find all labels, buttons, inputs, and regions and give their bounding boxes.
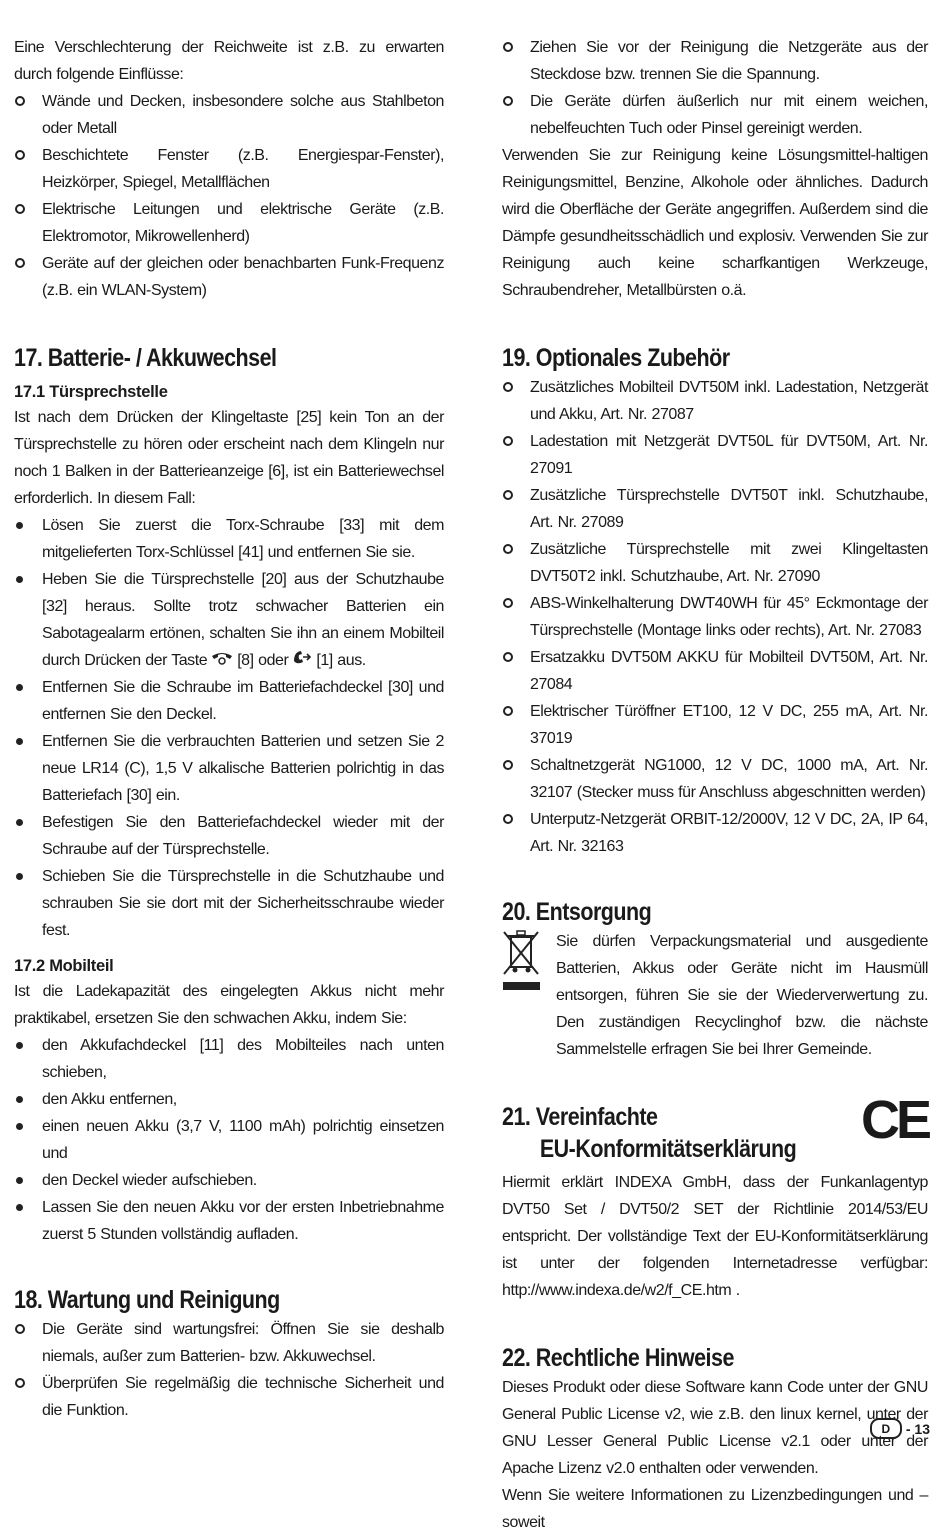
list-item: ABS-Winkelhalterung DWT40WH für 45° Eckmontage der Türsprechstelle (Montage links oder rechts), Art. Nr. 27083 [502, 590, 928, 644]
list-item: den Akkufachdeckel [11] des Mobilteiles nach unten schieben, [14, 1032, 444, 1086]
section-22-text-1: Dieses Produkt oder diese Software kann Code unter der GNU General Public License v2, wie z.B. den linux kernel, unter der GNU Lesser General Public License v2.1 oder unter der Apache Lizenz v2.0 enthalten oder verwenden. [502, 1379, 928, 1477]
disposal-block [502, 928, 928, 1063]
cleaning-text: Verwenden Sie zur Reinigung keine Lösungsmittel-haltigen Reinigungsmittel, Benzine, Alkohole oder ähnliches. Dadurch wird die Oberfläche der Geräte angegriffen. Außerdem sind die Dämpfe gesundheitsschädlich und explosiv. Verwenden Sie zur Reinigung auch keine scharfkantigen Werkzeuge, Schraubendreher, Metallbürsten o.ä. [502, 147, 928, 299]
range-intro: Eine Verschlechterung der Reichweite ist z.B. zu erwarten durch folgende Einflüsse: [14, 39, 444, 83]
list-item: den Deckel wieder aufschieben. [14, 1167, 444, 1194]
list-item: Lösen Sie zuerst die Torx-Schraube [33] mit dem mitgelieferten Torx-Schlüssel [41] und entfernen Sie sie. [14, 512, 444, 566]
list-item: Lassen Sie den neuen Akku vor der ersten Inbetriebnahme zuerst 5 Stunden vollständig aufladen. [14, 1194, 444, 1248]
accessories-list [502, 374, 928, 860]
list-item-end: [1] aus. [316, 652, 366, 669]
list-item: Elektrische Leitungen und elektrische Geräte (z.B. Elektromotor, Mikrowellenherd) [14, 196, 444, 250]
akku-steps-list [14, 1032, 444, 1248]
list-item: Schieben Sie die Türsprechstelle in die Schutzhaube und schrauben Sie sie dort mit der Sicherheitsschraube wieder fest. [14, 863, 444, 944]
list-item: Zusätzliche Türsprechstelle DVT50T inkl. Schutzhaube, Art. Nr. 27089 [502, 482, 928, 536]
section-19-title: 19. Optionales Zubehör [502, 344, 730, 372]
list-item: Geräte auf der gleichen oder benachbarten Funk-Frequenz (z.B. ein WLAN-System) [14, 250, 444, 304]
section-20-title: 20. Entsorgung [502, 898, 652, 926]
phone-handset-icon [211, 647, 233, 674]
page-number: - 13 [905, 1420, 930, 1437]
list-item: Zusätzliches Mobilteil DVT50M inkl. Ladestation, Netzgerät und Akku, Art. Nr. 27087 [502, 374, 928, 428]
call-transfer-icon [292, 647, 312, 674]
section-17-1-title: 17.1 Türsprechstelle [14, 383, 168, 401]
range-factors-list [14, 88, 444, 304]
ce-mark-icon: CE [860, 1090, 928, 1150]
list-item: Befestigen Sie den Batteriefachdeckel wieder mit der Schraube auf der Türsprechstelle. [14, 809, 444, 863]
section-21-header [502, 1090, 928, 1165]
section-21-title-line2: EU-Konformitätserklärung [539, 1135, 797, 1163]
list-item-taste: Taste [171, 652, 208, 669]
list-item: einen neuen Akku (3,7 V, 1100 mAh) polrichtig einsetzen und [14, 1113, 444, 1167]
list-item: Die Geräte dürfen äußerlich nur mit einem weichen, nebelfeuchten Tuch oder Pinsel gereinigt werden. [502, 88, 928, 142]
list-item: den Akku entfernen, [14, 1086, 444, 1113]
list-item: Die Geräte sind wartungsfrei: Öffnen Sie sie deshalb niemals, außer zum Batterien- bzw. Akkuwechsel. [14, 1316, 444, 1370]
list-item: Schaltnetzgerät NG1000, 12 V DC, 1000 mA, Art. Nr. 32107 (Stecker muss für Anschluss abgeschnitten werden) [502, 752, 928, 806]
left-column [14, 34, 444, 1424]
right-column [502, 34, 928, 1536]
list-item-mid: [8] oder [237, 652, 289, 669]
language-badge: D [870, 1418, 902, 1439]
section-20-text: Sie dürfen Verpackungsmaterial und ausgediente Batterien, Akkus oder Geräte nicht im Hausmüll entsorgen, führen Sie sie der Wiederverwertung zu. Den zuständigen Recyclinghof bzw. die nächste Sammelstelle erfragen Sie bei Ihrer Gemeinde. [556, 933, 928, 1058]
section-17-1-text: Ist nach dem Drücken der Klingeltaste [25] kein Ton an der Türsprechstelle zu hören oder erscheint nach dem Klingeln nur noch 1 Balken in der Batterieanzeige [6], ist ein Batteriewechsel erforderlich. In diesem Fall: [14, 409, 444, 507]
section-18-title: 18. Wartung und Reinigung [14, 1286, 280, 1315]
list-item: Ersatzakku DVT50M AKKU für Mobilteil DVT50M, Art. Nr. 27084 [502, 644, 928, 698]
section-21-title-line1: 21. Vereinfachte [502, 1103, 658, 1131]
cleaning-list [502, 34, 928, 142]
list-item-text: Heben Sie die Türsprechstelle [20] aus der Schutzhaube [32] heraus. Sollte trotz schwacher Batterien ein Sabotagealarm ertönen, schalten Sie ihn an einem Mobilteil durch Drücken der [42, 571, 444, 669]
crossed-bin-icon [502, 928, 542, 999]
list-item [14, 566, 444, 674]
section-22-title: 22. Rechtliche Hinweise [502, 1344, 734, 1372]
list-item: Unterputz-Netzgerät ORBIT-12/2000V, 12 V DC, 2A, IP 64, Art. Nr. 32163 [502, 806, 928, 860]
section-21-text: Hiermit erklärt INDEXA GmbH, dass der Funkanlagentyp DVT50 Set / DVT50/2 SET der Richtlinie 2014/53/EU entspricht. Der vollständige Text der EU-Konformitätserklärung ist unter der folgenden Internetadresse verfügbar: http://www.indexa.de/w2/f_CE.htm . [502, 1174, 928, 1299]
battery-steps-list [14, 512, 444, 944]
list-item: Überprüfen Sie regelmäßig die technische Sicherheit und die Funktion. [14, 1370, 444, 1424]
section-17-2-text: Ist die Ladekapazität des eingelegten Akkus nicht mehr praktikabel, ersetzen Sie den schwachen Akku, indem Sie: [14, 983, 444, 1028]
section-17-title: 17. Batterie- / Akkuwechsel [14, 344, 277, 372]
section-17-2-title: 17.2 Mobilteil [14, 957, 114, 976]
list-item: Wände und Decken, insbesondere solche aus Stahlbeton oder Metall [14, 88, 444, 142]
list-item: Entfernen Sie die verbrauchten Batterien und setzen Sie 2 neue LR14 (C), 1,5 V alkalische Batterien polrichtig in das Batteriefach [30] ein. [14, 728, 444, 809]
list-item: Beschichtete Fenster (z.B. Energiespar-Fenster), Heizkörper, Spiegel, Metallflächen [14, 142, 444, 196]
list-item: Ladestation mit Netzgerät DVT50L für DVT50M, Art. Nr. 27091 [502, 428, 928, 482]
list-item: Entfernen Sie die Schraube im Batteriefachdeckel [30] und entfernen Sie den Deckel. [14, 674, 444, 728]
page-footer [870, 1418, 930, 1439]
list-item: Zusätzliche Türsprechstelle mit zwei Klingeltasten DVT50T2 inkl. Schutzhaube, Art. Nr. 27090 [502, 536, 928, 590]
maintenance-list [14, 1316, 444, 1424]
list-item: Ziehen Sie vor der Reinigung die Netzgeräte aus der Steckdose bzw. trennen Sie die Spannung. [502, 34, 928, 88]
section-22-text-2: Wenn Sie weitere Informationen zu Lizenzbedingungen und – soweit [502, 1487, 928, 1531]
list-item: Elektrischer Türöffner ET100, 12 V DC, 255 mA, Art. Nr. 37019 [502, 698, 928, 752]
